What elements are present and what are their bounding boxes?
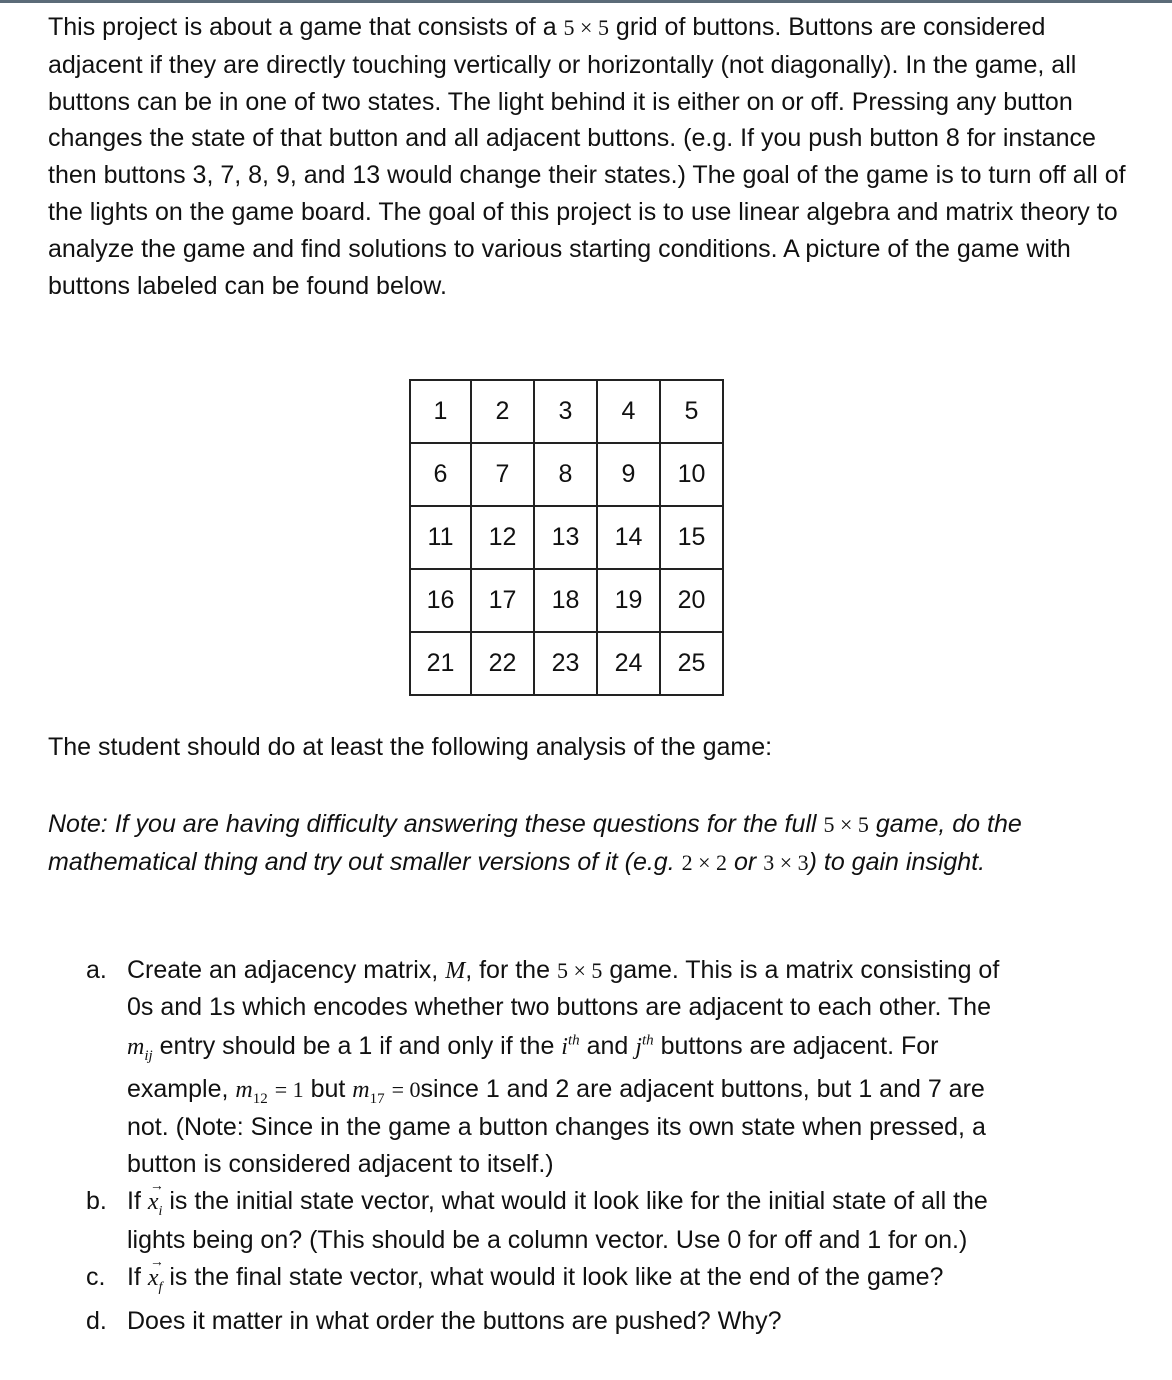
qa-l1-mid: , for the [465, 956, 550, 984]
intro-text-2: grid of buttons. Buttons are considered adjacent if they are directly touching vertically or horizontally (not diagonally). In the game, all buttons can be in one of two states. The light behind it is either on or off. Pressing any button changes the state of that button and all adjacent buttons. (e.g. If you push button 8 for instance then buttons 3, 7, 8, 9, and 13 would change their states.) The goal of the game is to turn off all of the lights on the game board. The goal of this project is to use linear algebra and matrix theory to analyze the game and find solutions to various starting conditions. A picture of the game with buttons labeled can be found below. [48, 13, 1126, 300]
m17-sub: 17 [369, 1091, 385, 1107]
question-c-marker: c. [86, 1263, 106, 1291]
grid-button-cell: 1 [410, 380, 471, 443]
grid-button-cell: 11 [410, 506, 471, 569]
grid-button-cell: 8 [534, 443, 597, 506]
question-a-line-3 [127, 1032, 939, 1065]
grid-row [410, 506, 723, 569]
grid-button-cell: 24 [597, 632, 660, 695]
question-a-line-2: 0s and 1s which encodes whether two buttons are adjacent to each other. The [127, 993, 991, 1021]
top-rule [0, 0, 1172, 3]
note-text-2: game, do the mathematical thing and try out smaller versions of it (e.g. [48, 810, 1022, 876]
question-d-marker: d. [86, 1307, 107, 1335]
sup-th-i: th [567, 1032, 580, 1049]
qa-l3-b: and [586, 1032, 629, 1060]
grid-button-cell: 3 [534, 380, 597, 443]
vector-x-i [147, 1179, 164, 1220]
vector-x-f [147, 1255, 164, 1296]
grid-button-cell: 6 [410, 443, 471, 506]
note-text-1: Note: If you are having difficulty answering these questions for the full [48, 810, 817, 838]
m12-symbol: m [235, 1077, 253, 1103]
note-paragraph [48, 806, 1138, 882]
grid-button-cell: 7 [471, 443, 534, 506]
qb-l1-b: is the initial state vector, what would it look like for the initial state of all the [169, 1187, 988, 1215]
grid-button-cell: 25 [660, 632, 723, 695]
index-j: j [635, 1034, 642, 1060]
question-a-line-5: not. (Note: Since in the game a button changes its own state when pressed, a [127, 1113, 986, 1141]
question-c-line-1 [127, 1255, 944, 1296]
note-size-full: 5 × 5 [823, 812, 869, 837]
vector-arrow-icon: → [149, 1255, 164, 1270]
analysis-heading: The student should do at least the following analysis of the game: [48, 733, 773, 761]
question-a-line-6: button is considered adjacent to itself.) [127, 1150, 554, 1178]
question-a-marker: a. [86, 956, 107, 984]
grid-button-cell: 22 [471, 632, 534, 695]
grid-button-cell: 10 [660, 443, 723, 506]
vector-x-i-sub: i [158, 1203, 163, 1219]
grid-row [410, 569, 723, 632]
note-text-3: ) to gain insight. [808, 847, 986, 876]
question-a-line-4 [127, 1075, 985, 1108]
grid-button-cell: 9 [597, 443, 660, 506]
grid-button-cell: 20 [660, 569, 723, 632]
grid-button-cell: 13 [534, 506, 597, 569]
grid-button-cell: 19 [597, 569, 660, 632]
qc-if: If [127, 1263, 141, 1291]
qa-l3-c: buttons are adjacent. For [660, 1032, 939, 1060]
qa-l4-b: but [310, 1075, 346, 1103]
intro-grid-size: 5 × 5 [563, 15, 609, 40]
m17-eq: = 0 [391, 1077, 421, 1102]
qa-size: 5 × 5 [556, 958, 603, 983]
question-b-marker: b. [86, 1187, 107, 1215]
grid-button-cell: 23 [534, 632, 597, 695]
question-b-line-1 [127, 1179, 988, 1220]
qa-l4-c: since 1 and 2 are adjacent buttons, but 1 and 7 are [420, 1075, 985, 1103]
qa-l1-post: game. This is a matrix consisting of [609, 956, 1000, 984]
grid-button-cell: 16 [410, 569, 471, 632]
grid-button-cell: 5 [660, 380, 723, 443]
intro-paragraph [48, 9, 1138, 304]
entry-sub-ij: ij [144, 1048, 153, 1064]
qa-l3-a: entry should be a 1 if and only if the [159, 1032, 555, 1060]
intro-text-1: This project is about a game that consists of a [48, 13, 557, 41]
question-a-line-1 [127, 956, 999, 985]
note-or: or [734, 847, 757, 876]
grid-button-cell: 14 [597, 506, 660, 569]
vector-arrow-icon: → [149, 1179, 164, 1194]
vector-x-i-letter: x [147, 1189, 159, 1215]
m12-eq: = 1 [274, 1077, 304, 1102]
question-b-line-2: lights being on? (This should be a column vector. Use 0 for off and 1 for on.) [127, 1226, 968, 1254]
qb-if: If [127, 1187, 141, 1215]
grid-button-cell: 2 [471, 380, 534, 443]
grid-button-cell: 4 [597, 380, 660, 443]
grid-row [410, 380, 723, 443]
m12-sub: 12 [252, 1091, 268, 1107]
grid-row [410, 443, 723, 506]
button-grid [409, 379, 724, 696]
grid-button-cell: 18 [534, 569, 597, 632]
entry-symbol-m: m [127, 1034, 145, 1060]
note-size-a: 2 × 2 [681, 849, 728, 875]
grid-row [410, 632, 723, 695]
grid-button-cell: 21 [410, 632, 471, 695]
m17-symbol: m [352, 1077, 370, 1103]
question-d-line-1: Does it matter in what order the buttons are pushed? Why? [127, 1307, 782, 1335]
vector-x-f-sub: f [158, 1279, 163, 1295]
qc-l1-b: is the final state vector, what would it look like at the end of the game? [169, 1263, 944, 1291]
sup-th-j: th [641, 1032, 654, 1049]
matrix-symbol-M: M [445, 958, 466, 984]
grid-button-cell: 17 [471, 569, 534, 632]
vector-x-f-letter: x [147, 1265, 159, 1291]
note-size-b: 3 × 3 [763, 849, 809, 875]
index-i: i [561, 1034, 568, 1060]
grid-button-cell: 15 [660, 506, 723, 569]
qa-l4-a: example, [127, 1075, 229, 1103]
qa-l1-pre: Create an adjacency matrix, [127, 956, 439, 984]
grid-button-cell: 12 [471, 506, 534, 569]
